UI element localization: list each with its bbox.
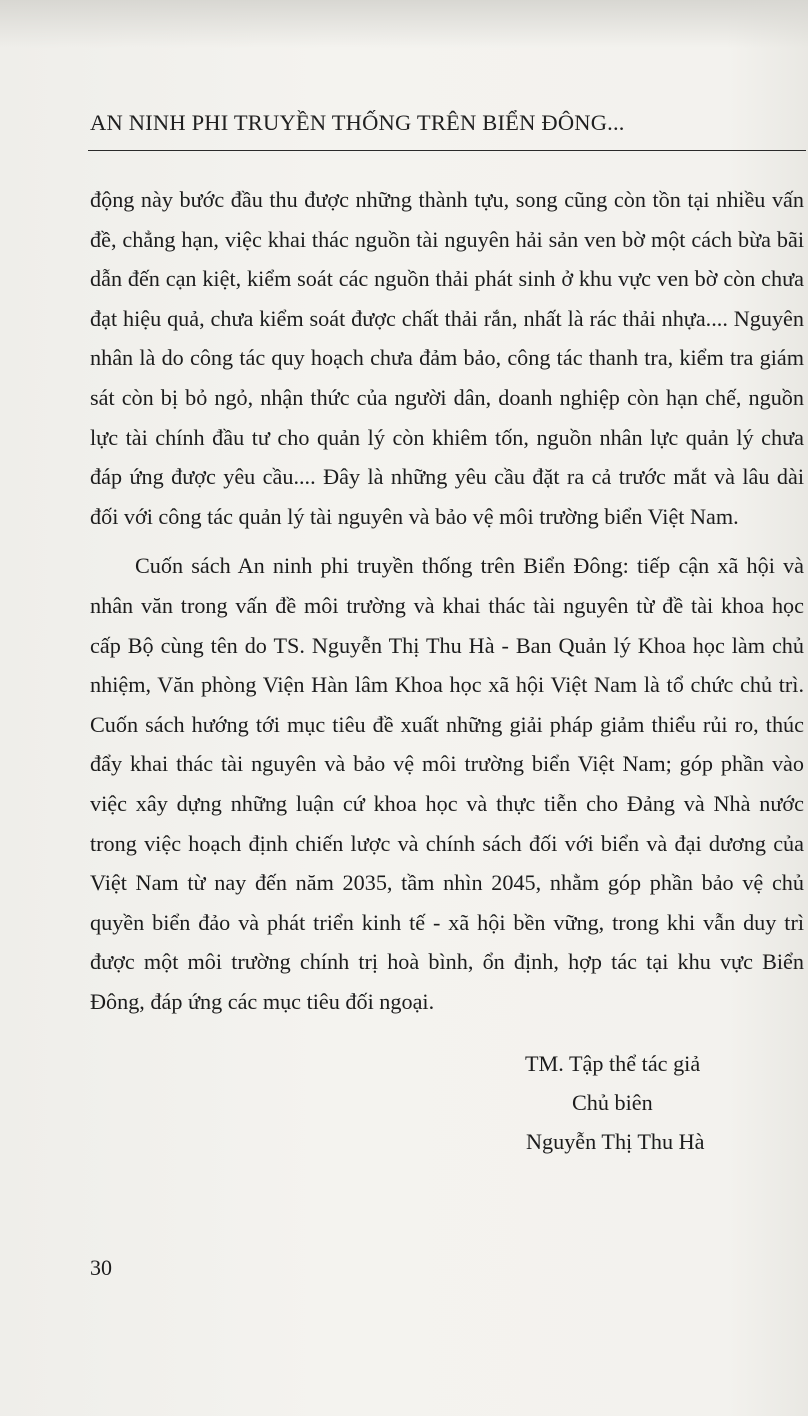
page-number: 30 <box>90 1255 112 1280</box>
header-rule <box>88 150 806 151</box>
signature-on-behalf: TM. Tập thể tác giả <box>525 1051 701 1076</box>
paragraph-1: động này bước đầu thu được những thành tựu, song cũng còn tồn tại nhiều vấn đề, chẳng hạn, việc khai thác nguồn tài nguyên hải sản ven bờ một cách bừa bãi dẫn đến cạn kiệt, kiểm soát các nguồn thải phát sinh ở khu vực ven bờ còn chưa đạt hiệu quả, chưa kiểm soát được chất thải rắn, nhất là rác thải nhựa.... Nguyên nhân là do công tác quy hoạch chưa đảm bảo, công tác thanh tra, kiểm tra giám sát còn bị bỏ ngỏ, nhận thức của người dân, doanh nghiệp còn hạn chế, nguồn lực tài chính đầu tư cho quản lý còn khiêm tốn, nguồn nhân lực quản lý chưa đáp ứng được yêu cầu.... Đây là những yêu cầu đặt ra cả trước mắt và lâu dài đối với công tác quản lý tài nguyên và bảo vệ môi trường biển Việt Nam. <box>90 187 804 529</box>
page-top-shadow <box>0 0 808 48</box>
body-text <box>90 180 804 1021</box>
running-header: AN NINH PHI TRUYỀN THỐNG TRÊN BIỂN ĐÔNG... <box>90 110 625 135</box>
signature-role: Chủ biên <box>572 1090 653 1115</box>
paragraph-2: Cuốn sách An ninh phi truyền thống trên Biển Đông: tiếp cận xã hội và nhân văn trong vấn đề môi trường và khai thác tài nguyên từ đề tài khoa học cấp Bộ cùng tên do TS. Nguyễn Thị Thu Hà - Ban Quản lý Khoa học làm chủ nhiệm, Văn phòng Viện Hàn lâm Khoa học xã hội Việt Nam là tổ chức chủ trì. Cuốn sách hướng tới mục tiêu đề xuất những giải pháp giảm thiểu rủi ro, thúc đẩy khai thác tài nguyên và bảo vệ môi trường biển Việt Nam; góp phần vào việc xây dựng những luận cứ khoa học và thực tiễn cho Đảng và Nhà nước trong việc hoạch định chiến lược và chính sách đối với biển và đại dương của Việt Nam từ nay đến năm 2035, tầm nhìn 2045, nhằm góp phần bảo vệ chủ quyền biển đảo và phát triển kinh tế - xã hội bền vững, trong khi vẫn duy trì được một môi trường chính trị hoà bình, ổn định, hợp tác tại khu vực Biển Đông, đáp ứng các mục tiêu đối ngoại. <box>90 553 804 1014</box>
signature-name: Nguyễn Thị Thu Hà <box>526 1129 705 1154</box>
